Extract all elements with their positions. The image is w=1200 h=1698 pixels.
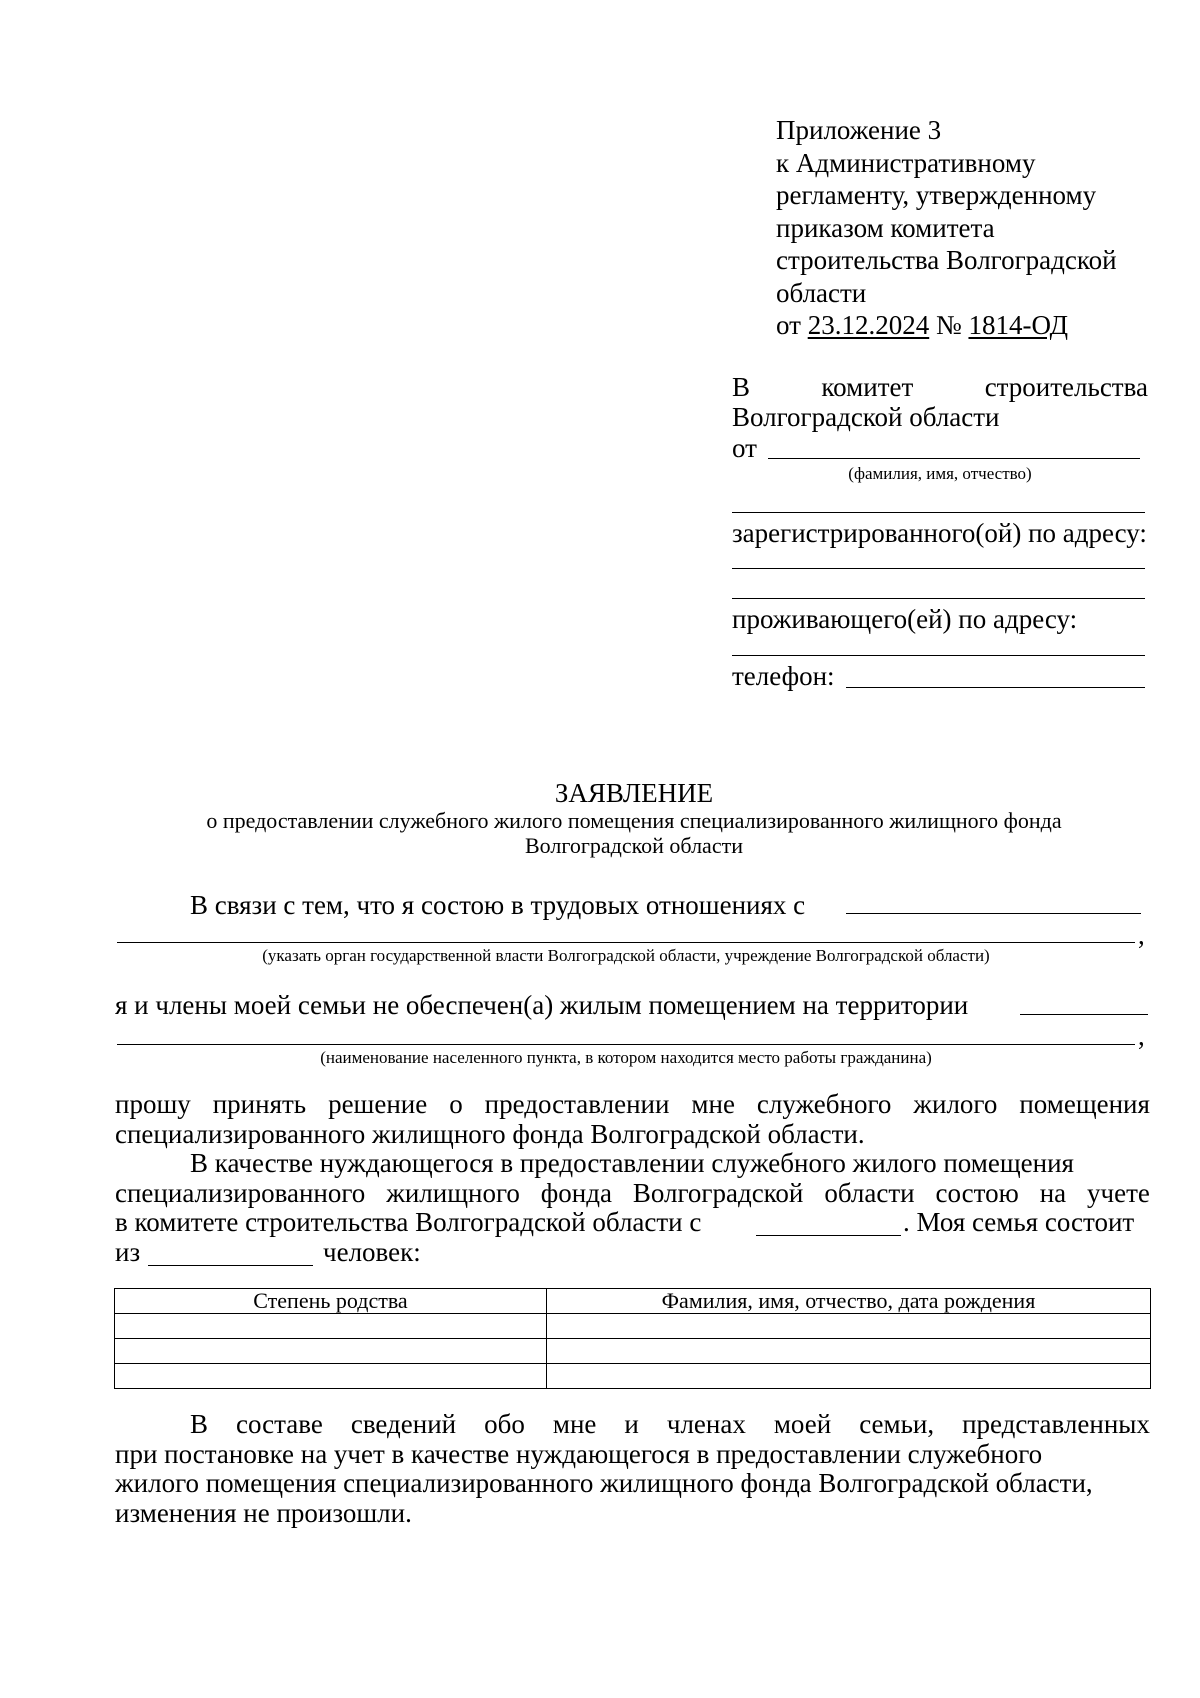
locality-field-line[interactable] [117, 1044, 1135, 1045]
closing-word: сведений [350, 1409, 457, 1439]
name-field-line[interactable] [768, 458, 1140, 459]
registered-address-line-2[interactable] [732, 598, 1145, 599]
request-word: принять [212, 1089, 307, 1119]
order-number: 1814-ОД [968, 310, 1069, 340]
queue-word: специализированного [115, 1177, 366, 1208]
table-row [115, 1314, 1151, 1339]
phone-label: телефон: [732, 661, 835, 691]
living-address-label: проживающего(ей) по адресу: [732, 604, 1078, 634]
queue-date-field-line[interactable] [756, 1235, 901, 1236]
table-header-relation: Степень родства [115, 1289, 547, 1314]
queue-word: жилищного [386, 1177, 520, 1208]
employer-comma: , [1138, 920, 1145, 950]
table-cell[interactable] [115, 1364, 547, 1389]
table-header-row [115, 1289, 1151, 1314]
appendix-line: регламенту, утвержденному [776, 180, 1097, 210]
appendix-block [776, 114, 1117, 342]
locality-caption: (наименование населенного пункта, в котором находится место работы гражданина) [320, 1048, 932, 1067]
registered-address-label: зарегистрированного(ой) по адресу: [732, 518, 1147, 548]
table-row [115, 1339, 1151, 1364]
queue-line-4-end: человек: [323, 1236, 421, 1267]
queue-line-3 [115, 1208, 1150, 1238]
document-subtitle-line2: Волгоградской области [525, 833, 743, 858]
closing-word: обо [484, 1409, 525, 1439]
addressee-word: комитет [821, 372, 914, 402]
table-cell[interactable] [115, 1339, 547, 1364]
employer-field-line-2[interactable] [117, 942, 1135, 943]
name-field-line-2[interactable] [732, 512, 1145, 513]
order-number-sign: № [935, 310, 962, 340]
queue-line-2 [115, 1179, 1150, 1209]
queue-paragraph [115, 1149, 1150, 1267]
closing-line-4: изменения не произошли. [115, 1497, 412, 1528]
table-cell[interactable] [115, 1314, 547, 1339]
phone-field-line[interactable] [846, 687, 1145, 688]
request-word: жилого [913, 1089, 998, 1119]
housing-text: я и члены моей семьи не обеспечен(а) жилым помещением на территории [115, 990, 969, 1020]
queue-word: области [824, 1177, 915, 1208]
closing-word: представленных [962, 1409, 1150, 1439]
queue-line-4-start: из [115, 1236, 141, 1267]
addressee-word: строительства [984, 372, 1148, 402]
closing-word: составе [236, 1409, 323, 1439]
closing-word: моей [773, 1409, 832, 1439]
employment-text: В связи с тем, что я состою в трудовых отношениях с [190, 890, 806, 920]
appendix-line: строительства Волгоградской [776, 245, 1117, 275]
queue-word: учете [1087, 1177, 1150, 1208]
table-row [115, 1364, 1151, 1389]
employer-field-line[interactable] [846, 913, 1141, 914]
territory-field-line[interactable] [1020, 1014, 1148, 1015]
queue-line-3-end: . Моя семья состоит [903, 1207, 1135, 1237]
closing-word: мне [552, 1409, 597, 1439]
order-prefix: от [776, 310, 801, 340]
closing-word: и [624, 1409, 639, 1439]
queue-word: Волгоградской [632, 1177, 804, 1208]
appendix-line: приказом комитета [776, 212, 995, 243]
addressee-word: В [732, 372, 751, 402]
closing-word: В [190, 1409, 209, 1439]
request-word: предоставлении [484, 1089, 670, 1119]
document-subtitle-line1: о предоставлении служебного жилого помещения специализированного жилищного фонда [206, 808, 1062, 833]
table-cell[interactable] [547, 1314, 1151, 1339]
queue-word: состою [935, 1177, 1019, 1208]
queue-word: фонда [540, 1177, 612, 1208]
request-line [115, 1090, 1150, 1120]
closing-paragraph [115, 1410, 1150, 1528]
document-title: ЗАЯВЛЕНИЕ [554, 778, 714, 808]
addressee-to-line [732, 372, 1148, 402]
queue-line-1: В качестве нуждающегося в предоставлении служебного жилого помещения [190, 1148, 1074, 1178]
registered-address-line[interactable] [732, 568, 1145, 569]
closing-line-1 [115, 1410, 1150, 1440]
request-paragraph [115, 1090, 1150, 1149]
closing-line-3: жилого помещения специализированного жилищного фонда Волгоградской области, [115, 1468, 1093, 1498]
addressee-to-line2: Волгоградской области [732, 402, 1000, 432]
request-word: прошу [115, 1089, 191, 1119]
living-address-line[interactable] [732, 655, 1145, 656]
appendix-line: к Административному [776, 147, 1036, 178]
family-count-field-line[interactable] [148, 1265, 313, 1266]
name-caption: (фамилия, имя, отчество) [848, 464, 1032, 483]
order-date: 23.12.2024 [807, 310, 930, 340]
from-label: от [732, 433, 757, 463]
appendix-line: области [776, 277, 867, 308]
family-members-table [114, 1288, 1151, 1389]
queue-word: на [1039, 1177, 1067, 1208]
request-line-2: специализированного жилищного фонда Волгоградской области. [115, 1118, 865, 1149]
table-header-fullname: Фамилия, имя, отчество, дата рождения [547, 1289, 1151, 1314]
order-reference [776, 309, 1117, 342]
request-word: мне [691, 1089, 735, 1119]
queue-line-3-start: в комитете строительства Волгоградской области с [115, 1207, 702, 1237]
closing-line-2: при постановке на учет в качестве нуждающегося в предоставлении служебного [115, 1438, 1043, 1469]
request-word: помещения [1019, 1089, 1150, 1119]
appendix-line: Приложение 3 [776, 115, 942, 145]
request-word: решение [328, 1089, 428, 1119]
request-word: служебного [756, 1089, 892, 1119]
queue-line-4 [115, 1238, 1150, 1268]
locality-comma: , [1138, 1021, 1145, 1051]
table-cell[interactable] [547, 1364, 1151, 1389]
closing-word: членах [666, 1409, 746, 1439]
closing-word: семьи, [859, 1409, 935, 1439]
employer-caption: (указать орган государственной власти Волгоградской области, учреждение Волгоградской области) [262, 946, 990, 965]
request-word: о [449, 1089, 463, 1119]
table-cell[interactable] [547, 1339, 1151, 1364]
